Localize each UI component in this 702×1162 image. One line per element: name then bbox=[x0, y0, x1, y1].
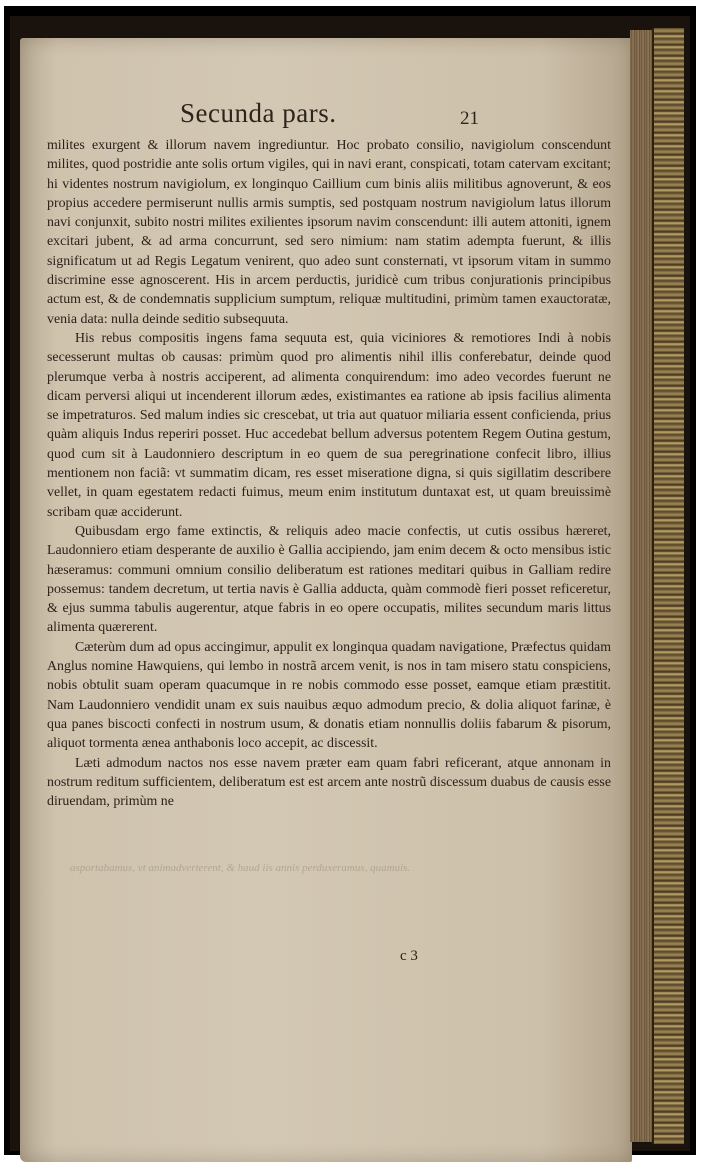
paragraph: Cæterùm dum ad opus accingimur, appulit ex longinqua quadam navigatione, Præfectus quidam Anglus nomine Hawquiens, qui lembo in nostrã arcem venit, is nos in tam misero statu conspiciens, nobis obtulit suam operam quacumque in re nobis commodo esse posset, eamque etiam præstitit. Nam Laudonniero vendidit unam ex suis nauibus æquo admodum precio, & dolia aliquot farinæ, è qua panes biscocti confecti in nostrum usum, & donatis etiam nonnullis doliis fabarum & pisorum, aliquot tormenta ænea anthabonis loco accepit, ac discessit. bbox=[47, 639, 611, 752]
paragraph: His rebus compositis ingens fama sequuta est, quia viciniores & remotiores Indi à nobis secesserunt multas ob causas: primùm quod pro alimentis nihil illis conferebatur, deinde quod plerumque verba à nostris acciperent, ad alimenta conquirendum: imo adeo vecordes fuerunt ne dicam perversi aliqui ut incenderent illorum ædes, existimantes ea ratione ab ipsis facilius alimenta se impetraturos. Sed malum indies sic crescebat, ut tria aut quatuor miliaria essent conficienda, prius quàm aliquis Indus reperiri posset. Huc accedebat bellum adversus potentem Regem Outina gestum, quod cum sit à Laudonniero descriptum in eo quem de sua peregrinatione confecit libro, illius mentionem non faciã: vt summatim dicam, res esset miseratione digna, si quis sigillatim describere vellet, in quam egestatem redacti fuimus, meum enim institutum duntaxat est, ut quam breuissimè scribam quæ acciderunt. bbox=[47, 330, 611, 520]
paragraph: milites exurgent & illorum navem ingrediuntur. Hoc probato consilio, navigiolum conscendunt milites, quod postridie ante solis ortum vigiles, qui in navi erant, conspicati, totam catervam excitant; hi videntes nostrum navigiolum, ex longinquo Caillium cum binis aliis militibus agnoverunt, & eos propius accedere permiserunt nullis armis sumptis, sed postquam nostrum navigiolum latus illorum navi conjunxit, subito nostri milites exilientes ipsorum navim conscendunt: illi autem attoniti, ignem excitari jubent, & ad arma concurrunt, sed sero nimium: nam statim adempta fuerunt, & illis significatum ut ad Regis Legatum venirent, quo adeo sunt consternati, vt ipsorum vitam in summo discrimine esse agnoscerent. His in arcem perductis, juridicè cum tribus conjurationis principibus actum est, & de condemnatis supplicium sumptum, reliquæ multitudini, primùm tamen exauctoratæ, venia data: nulla deinde seditio subsequuta. bbox=[47, 138, 611, 327]
page-fore-edge bbox=[630, 30, 654, 1142]
running-title: Secunda pars. bbox=[180, 98, 337, 128]
page-number: 21 bbox=[460, 108, 479, 129]
body-text bbox=[47, 136, 611, 811]
paragraph: Læti admodum nactos nos esse navem præter eam quam fabri reficerant, atque annonam in nostrum reditum sufficientem, deliberatum est est arcem ante nostrũ discessum duabus de causis esse diruendam, primùm ne bbox=[47, 755, 611, 810]
decorated-binding-edge bbox=[652, 28, 684, 1144]
signature-mark: c 3 bbox=[400, 948, 418, 964]
page-header bbox=[45, 94, 620, 134]
paragraph: Quibusdam ergo fame extinctis, & reliquis adeo macie confectis, ut cutis ossibus hæreret, Laudonniero etiam desperante de auxilio è Gallia accipiendo, jam enim decem & octo mensibus istic hæseramus: communi omnium consilio deliberatum est rationes meditari quibus in Galliam redire possemus: tandem decretum, ut tertia navis è Gallia adducta, quàm commodè fieri posset reficeretur, & ejus summa tabulis augerentur, atque fabris in eo opere occupatis, milites secundum maris littus alimenta quærerent. bbox=[47, 523, 611, 636]
bleed-through-text: asportabamus, vt animadverterent, & haud iis annis perduxeramus, quamuis. bbox=[70, 862, 411, 874]
